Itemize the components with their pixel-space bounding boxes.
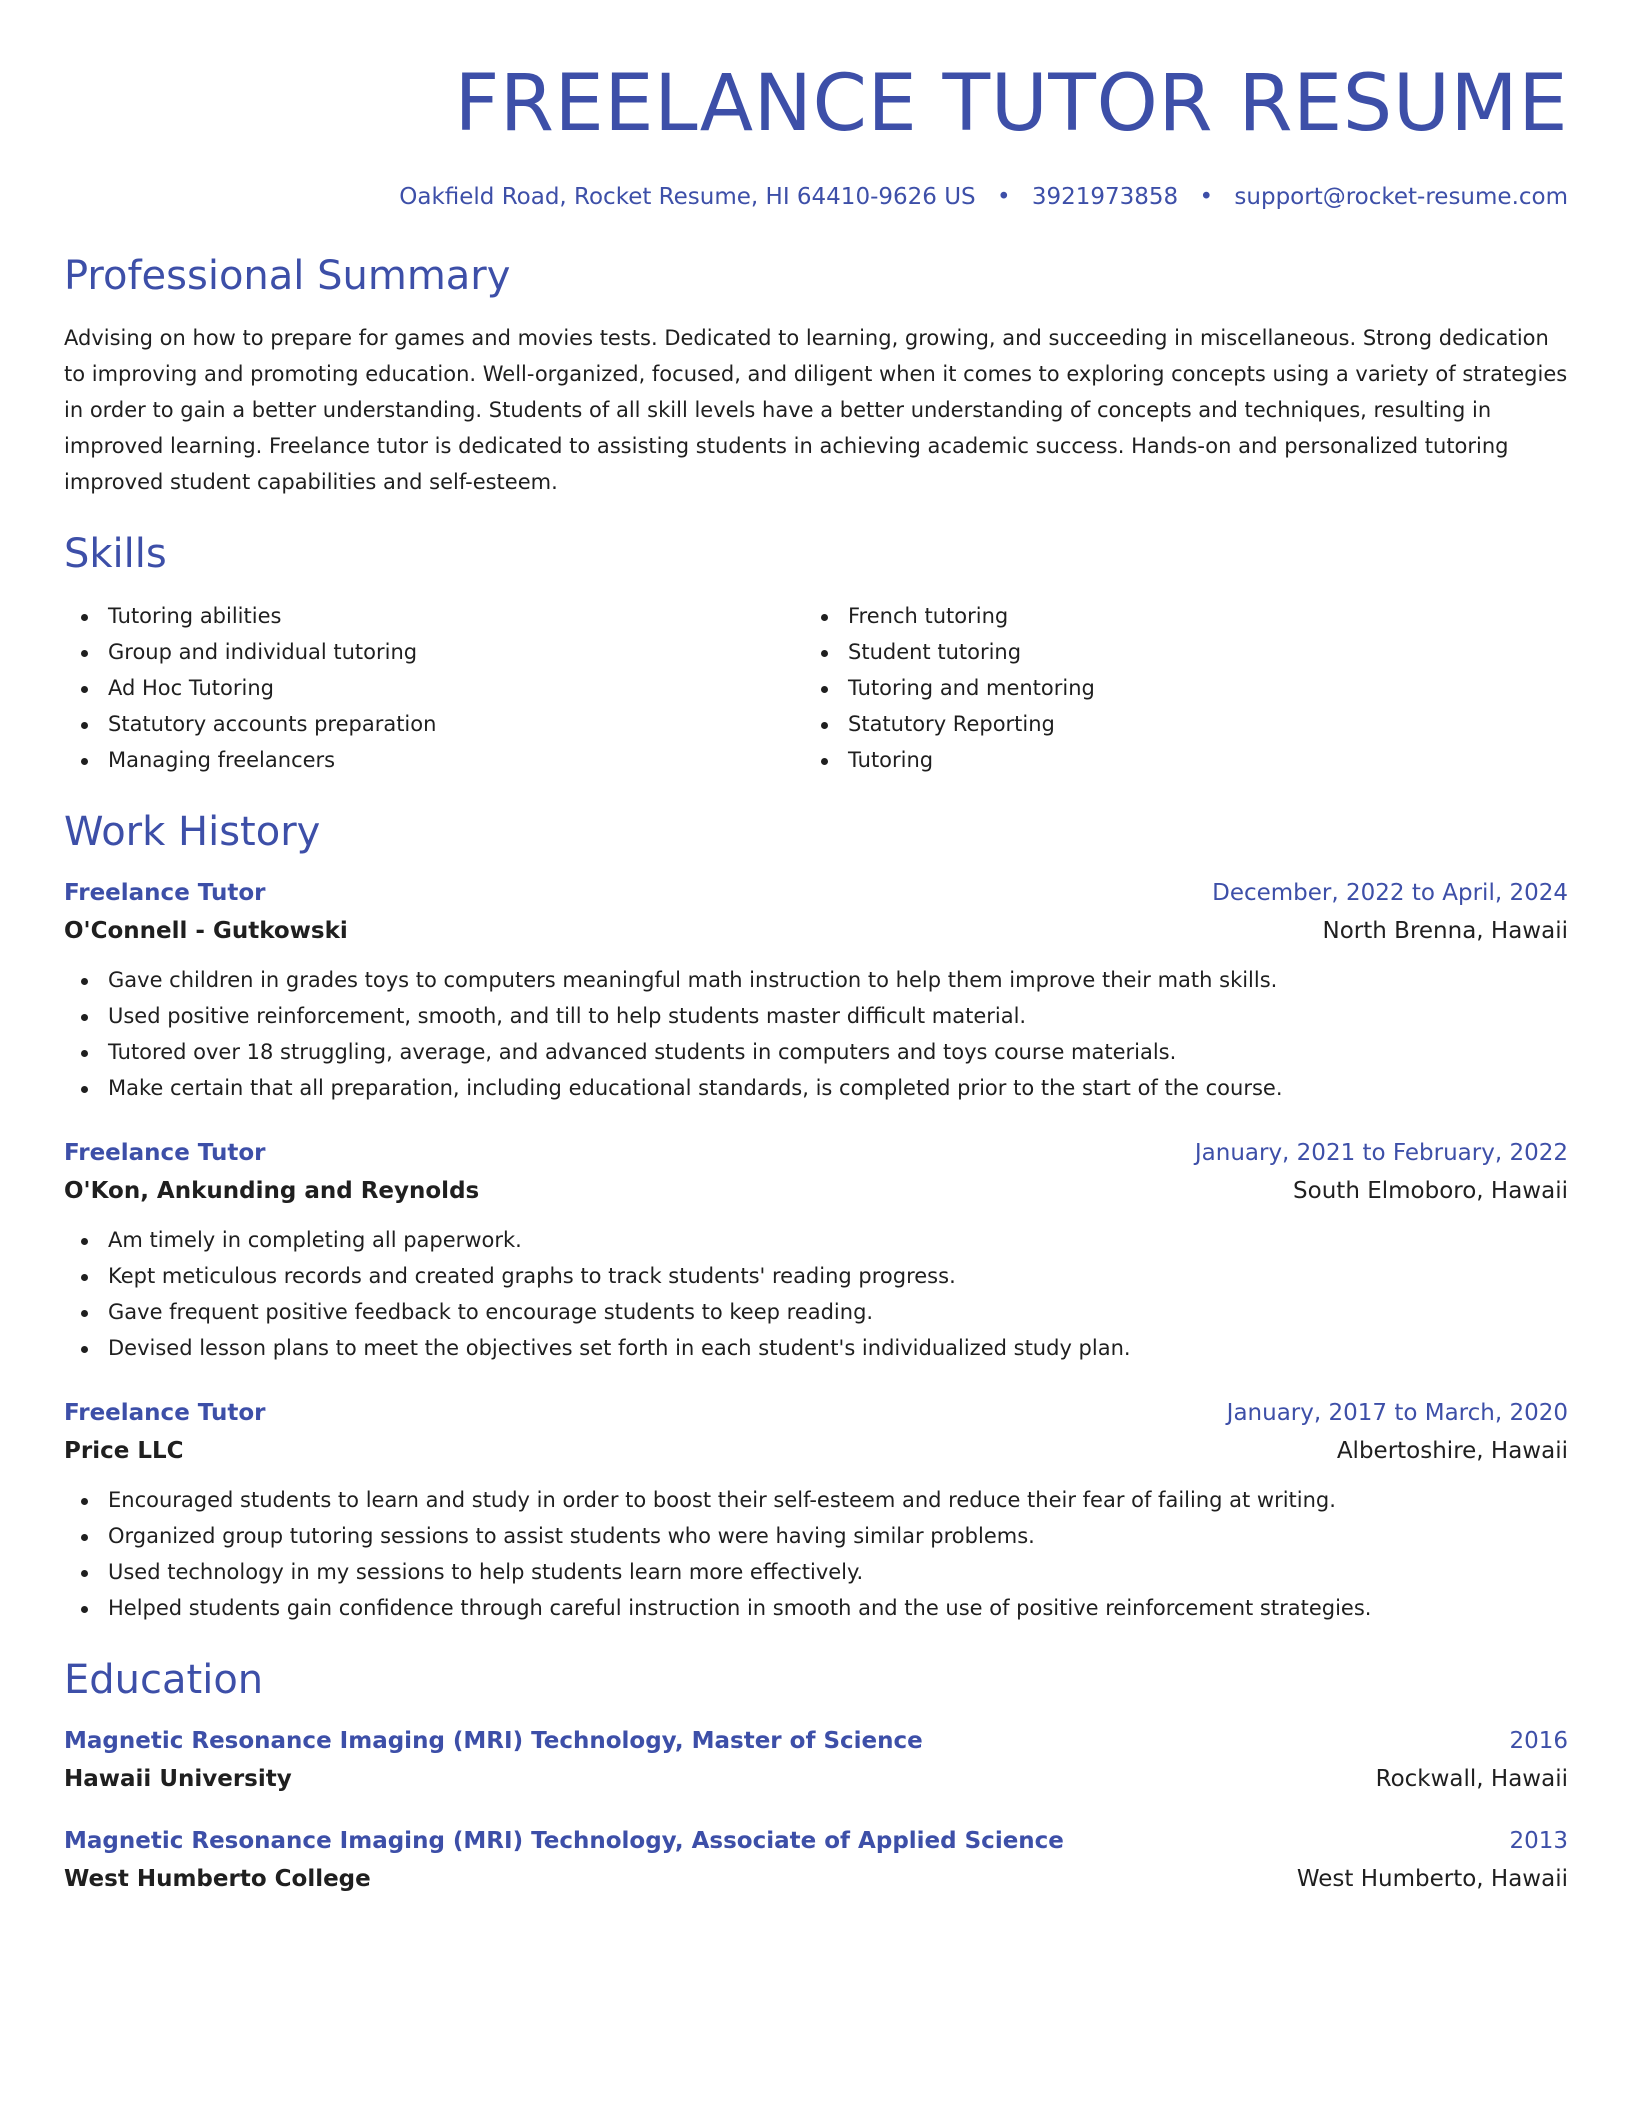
job-bullet: Used technology in my sessions to help students learn more effectively. xyxy=(64,1554,1568,1590)
job-dates: January, 2021 to February, 2022 xyxy=(1194,1140,1568,1166)
skill-item: French tutoring xyxy=(804,598,1544,634)
job-location: South Elmoboro, Hawaii xyxy=(1293,1178,1568,1204)
job-entry xyxy=(64,1138,1568,1366)
education-degree: Magnetic Resonance Imaging (MRI) Technology, Associate of Applied Science xyxy=(64,1828,1064,1854)
contact-line xyxy=(64,182,1568,212)
job-bullet: Gave children in grades toys to computers meaningful math instruction to help them improve their math skills. xyxy=(64,962,1568,998)
job-bullet: Make certain that all preparation, including educational standards, is completed prior to the start of the course. xyxy=(64,1070,1568,1106)
contact-address: Oakfield Road, Rocket Resume, HI 64410-9626 US xyxy=(399,184,976,210)
job-header-row xyxy=(64,878,1568,908)
education-school-row xyxy=(64,1764,1568,1794)
job-bullet: Organized group tutoring sessions to assist students who were having similar problems. xyxy=(64,1518,1568,1554)
education-year: 2013 xyxy=(1509,1828,1568,1854)
job-company: Price LLC xyxy=(64,1438,184,1464)
skill-item: Tutoring and mentoring xyxy=(804,670,1544,706)
job-bullet: Devised lesson plans to meet the objectives set forth in each student's individualized study plan. xyxy=(64,1330,1568,1366)
job-company-row xyxy=(64,1176,1568,1206)
summary-heading: Professional Summary xyxy=(64,253,511,299)
job-dates: December, 2022 to April, 2024 xyxy=(1212,880,1568,906)
job-bullets xyxy=(64,1222,1568,1366)
job-company-row xyxy=(64,1436,1568,1466)
education-degree: Magnetic Resonance Imaging (MRI) Technology, Master of Science xyxy=(64,1728,923,1754)
job-bullet: Used positive reinforcement, smooth, and till to help students master difficult material. xyxy=(64,998,1568,1034)
job-location: North Brenna, Hawaii xyxy=(1322,918,1568,944)
job-company-row xyxy=(64,916,1568,946)
skill-item: Student tutoring xyxy=(804,634,1544,670)
education-header-row xyxy=(64,1726,1568,1756)
contact-phone: 3921973858 xyxy=(1031,184,1179,210)
education-school-row xyxy=(64,1864,1568,1894)
job-dates: January, 2017 to March, 2020 xyxy=(1226,1400,1568,1426)
education-school: Hawaii University xyxy=(64,1766,292,1792)
skill-item: Group and individual tutoring xyxy=(64,634,804,670)
skills-column-left xyxy=(64,598,804,778)
job-company: O'Connell - Gutkowski xyxy=(64,918,348,944)
education-year: 2016 xyxy=(1509,1728,1568,1754)
job-entry xyxy=(64,1398,1568,1626)
skill-item: Statutory Reporting xyxy=(804,706,1544,742)
job-title: Freelance Tutor xyxy=(64,1400,266,1426)
job-title: Freelance Tutor xyxy=(64,880,266,906)
contact-email: support@rocket-resume.com xyxy=(1234,184,1568,210)
job-location: Albertoshire, Hawaii xyxy=(1336,1438,1568,1464)
education-heading: Education xyxy=(64,1657,264,1703)
job-bullet: Am timely in completing all paperwork. xyxy=(64,1222,1568,1258)
education-header-row xyxy=(64,1826,1568,1856)
job-bullet: Kept meticulous records and created graphs to track students' reading progress. xyxy=(64,1258,1568,1294)
education-entry xyxy=(64,1826,1568,1894)
education-location: Rockwall, Hawaii xyxy=(1375,1766,1568,1792)
job-header-row xyxy=(64,1138,1568,1168)
education-entry xyxy=(64,1726,1568,1794)
skill-item: Ad Hoc Tutoring xyxy=(64,670,804,706)
education-school: West Humberto College xyxy=(64,1866,371,1892)
job-bullets xyxy=(64,962,1568,1106)
resume-title: FREELANCE TUTOR RESUME xyxy=(454,59,1568,149)
job-bullet: Encouraged students to learn and study in order to boost their self-esteem and reduce their fear of failing at writing. xyxy=(64,1482,1568,1518)
job-bullets xyxy=(64,1482,1568,1626)
contact-separator: • xyxy=(996,184,1011,210)
work-history-heading: Work History xyxy=(64,809,321,855)
skill-item: Statutory accounts preparation xyxy=(64,706,804,742)
job-bullet: Helped students gain confidence through careful instruction in smooth and the use of positive reinforcement strategies. xyxy=(64,1590,1568,1626)
job-entry xyxy=(64,878,1568,1106)
skill-item: Tutoring abilities xyxy=(64,598,804,634)
skill-item: Tutoring xyxy=(804,742,1544,778)
job-company: O'Kon, Ankunding and Reynolds xyxy=(64,1178,480,1204)
contact-separator: • xyxy=(1199,184,1214,210)
skill-item: Managing freelancers xyxy=(64,742,804,778)
summary-text: Advising on how to prepare for games and movies tests. Dedicated to learning, growing, and succeeding in miscellaneous. Strong dedication to improving and promoting education. Well-organized, focused, and diligent when it comes to exploring concepts using a variety of strategies in order to gain a better understanding. Students of all skill levels have a better understanding of concepts and techniques, resulting in improved learning. Freelance tutor is dedicated to assisting students in achieving academic success. Hands-on and personalized tutoring improved student capabilities and self-esteem. xyxy=(64,326,1568,494)
skills-list xyxy=(64,598,1568,778)
resume-header xyxy=(64,56,1568,212)
skills-heading: Skills xyxy=(64,531,167,577)
education-location: West Humberto, Hawaii xyxy=(1296,1866,1568,1892)
job-bullet: Gave frequent positive feedback to encourage students to keep reading. xyxy=(64,1294,1568,1330)
job-title: Freelance Tutor xyxy=(64,1140,266,1166)
skills-column-right xyxy=(804,598,1544,778)
job-header-row xyxy=(64,1398,1568,1428)
job-bullet: Tutored over 18 struggling, average, and advanced students in computers and toys course materials. xyxy=(64,1034,1568,1070)
